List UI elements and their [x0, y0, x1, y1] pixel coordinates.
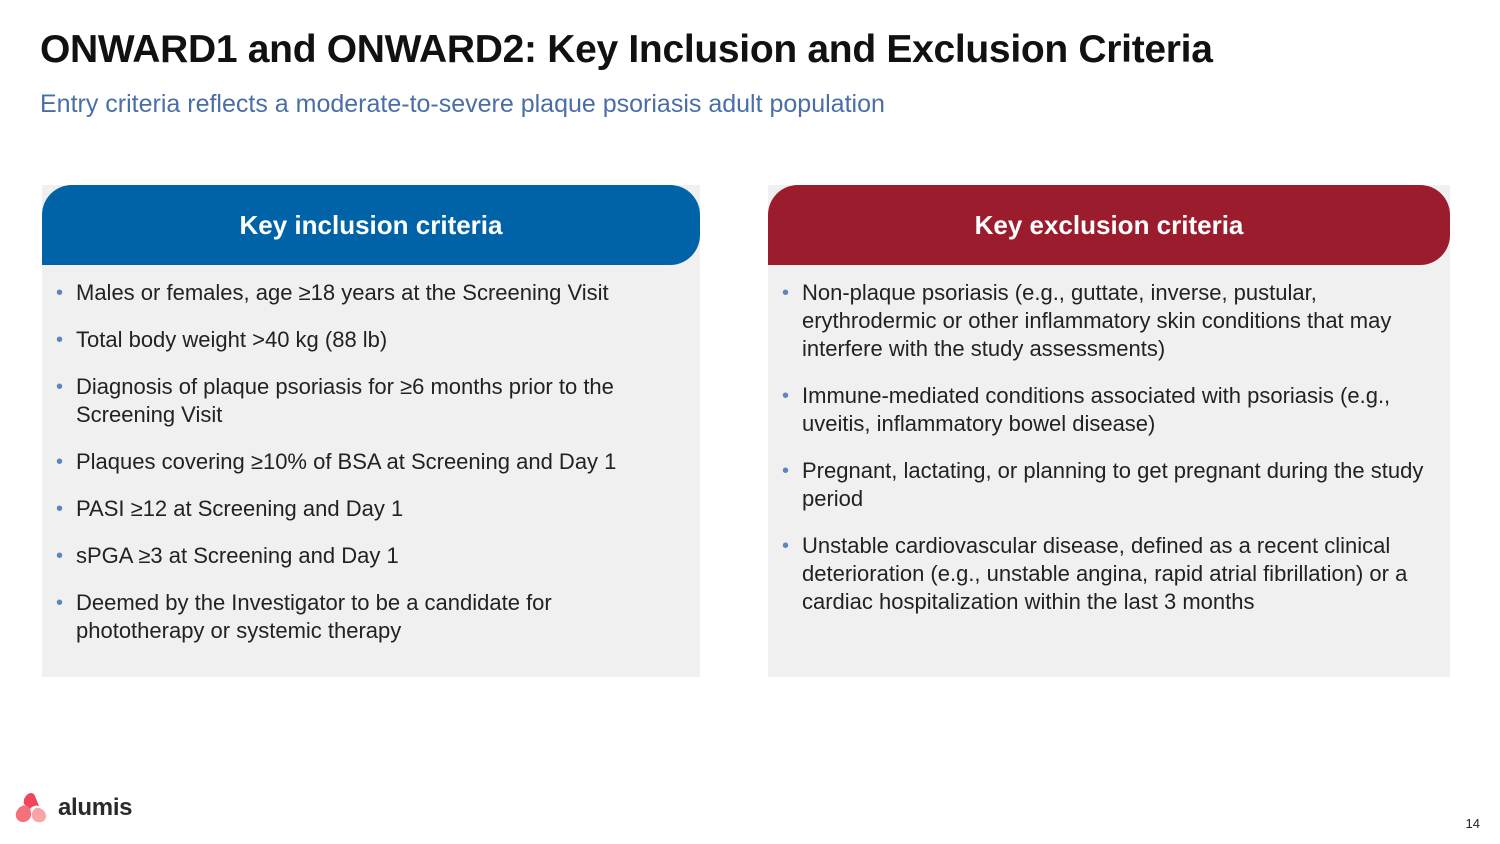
- inclusion-criteria-header: Key inclusion criteria: [42, 185, 700, 265]
- alumis-logo-icon: [14, 792, 48, 824]
- page-title: ONWARD1 and ONWARD2: Key Inclusion and Exclusion Criteria: [40, 28, 1213, 71]
- page-number: 14: [1465, 816, 1480, 831]
- bullet-icon: •: [56, 329, 64, 351]
- inclusion-criteria-list: [42, 265, 700, 645]
- inclusion-item-text: Plaques covering ≥10% of BSA at Screening and Day 1: [76, 449, 617, 474]
- bullet-icon: •: [782, 460, 790, 482]
- bullet-icon: •: [56, 376, 64, 398]
- exclusion-criteria-panel: [768, 185, 1450, 677]
- inclusion-item-text: Total body weight >40 kg (88 lb): [76, 327, 388, 352]
- bullet-icon: •: [56, 451, 64, 473]
- inclusion-item: [54, 279, 680, 307]
- exclusion-item-text: Unstable cardiovascular disease, defined as a recent clinical deterioration (e.g., unstable angina, rapid atrial fibrillation) or a cardiac hospitalization within the last 3 months: [802, 533, 1408, 614]
- exclusion-item: [780, 279, 1430, 363]
- exclusion-item-text: Non-plaque psoriasis (e.g., guttate, inverse, pustular, erythrodermic or other inflammatory skin conditions that may interfere with the study assessments): [802, 280, 1392, 361]
- exclusion-item: [780, 532, 1430, 616]
- bullet-icon: •: [782, 535, 790, 557]
- inclusion-item: [54, 326, 680, 354]
- inclusion-item: [54, 589, 680, 645]
- page-subtitle: Entry criteria reflects a moderate-to-severe plaque psoriasis adult population: [40, 90, 885, 118]
- inclusion-item: [54, 373, 680, 429]
- exclusion-criteria-header: Key exclusion criteria: [768, 185, 1450, 265]
- bullet-icon: •: [56, 498, 64, 520]
- inclusion-item: [54, 448, 680, 476]
- exclusion-item: [780, 457, 1430, 513]
- bullet-icon: •: [56, 282, 64, 304]
- inclusion-item: [54, 542, 680, 570]
- bullet-icon: •: [56, 545, 64, 567]
- bullet-icon: •: [56, 592, 64, 614]
- inclusion-item-text: PASI ≥12 at Screening and Day 1: [76, 496, 404, 521]
- inclusion-item-text: Males or females, age ≥18 years at the Screening Visit: [76, 280, 609, 305]
- exclusion-item-text: Pregnant, lactating, or planning to get pregnant during the study period: [802, 458, 1424, 511]
- alumis-logo: [14, 792, 132, 824]
- exclusion-criteria-list: [768, 265, 1450, 616]
- inclusion-item-text: sPGA ≥3 at Screening and Day 1: [76, 543, 399, 568]
- exclusion-item: [780, 382, 1430, 438]
- inclusion-item-text: Deemed by the Investigator to be a candidate for phototherapy or systemic therapy: [76, 590, 552, 643]
- inclusion-item-text: Diagnosis of plaque psoriasis for ≥6 months prior to the Screening Visit: [76, 374, 614, 427]
- exclusion-item-text: Immune-mediated conditions associated with psoriasis (e.g., uveitis, inflammatory bowel disease): [802, 383, 1391, 436]
- inclusion-criteria-panel: [42, 185, 700, 677]
- bullet-icon: •: [782, 385, 790, 407]
- logo-text: alumis: [58, 794, 133, 821]
- bullet-icon: •: [782, 282, 790, 304]
- inclusion-item: [54, 495, 680, 523]
